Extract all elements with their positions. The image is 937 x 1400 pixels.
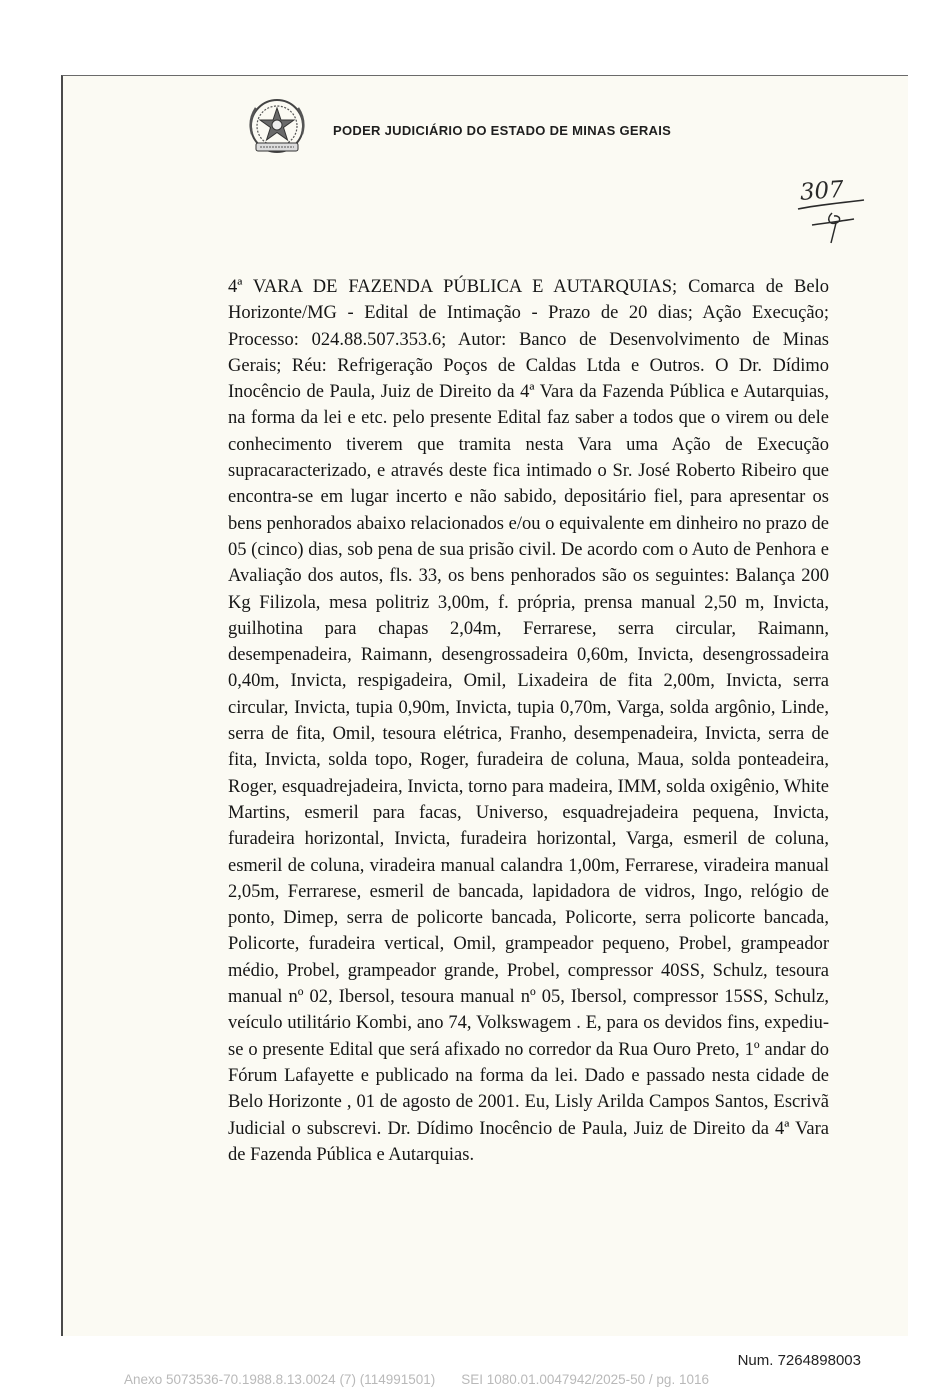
page-number-annotation: 307 [799,176,845,206]
footer-sei-reference: SEI 1080.01.0047942/2025-50 / pg. 1016 [461,1372,709,1387]
coat-of-arms-icon [244,96,310,158]
edital-body-text: 4ª VARA DE FAZENDA PÚBLICA E AUTARQUIAS; Comarca de Belo Horizonte/MG - Edital de Intimação - Prazo de 20 dias; Ação Execução; Processo: 024.88.507.353.6; Autor: Banco de Desenvolvimento de Minas Gerais; Réu: Refrigeração Poços de Caldas Ltda e Outros. O Dr. Dídimo Inocêncio de Paula, Juiz de Direito da 4ª Vara da Fazenda Pública e Autarquias, na forma da lei e etc. pelo presente Edital faz saber a todos que o virem ou dele conhecimento tiverem que tramita nesta Vara uma Ação de Execução supracaracterizado, e através deste fica intimado o Sr. José Roberto Ribeiro que encontra-se em lugar incerto e não sabido, depositário fiel, para apresentar os bens penhorados abaixo relacionados e/ou o equivalente em dinheiro no prazo de 05 (cinco) dias, sob pena de sua prisão civil. De acordo com o Auto de Penhora e Avaliação dos autos, fls. 33, os bens penhorados são os seguintes: Balança 200 Kg Filizola, mesa politriz 3,00m, f. própria, prensa manual 2,50 m, Invicta, guilhotina para chapas 2,04m, Ferrarese, serra circular, Raimann, desempenadeira, Raimann, desengrossadeira 0,60m, Invicta, desengrossadeira 0,40m, Invicta, respigadeira, Omil, Lixadeira de fita 2,00m, Invicta, serra circular, Invicta, tupia 0,90m, Invicta, tupia 0,70m, Varga, solda argônio, Linde, serra de fita, Omil, tesoura elétrica, Franho, desempenadeira, Invicta, serra de fita, Invicta, solda topo, Roger, furadeira de coluna, Maua, solda ponteadeira, Roger, esquadrejadeira, Invicta, torno para madeira, IMM, solda oxigênio, White Martins, esmeril para facas, Universo, esquadrejadeira pequena, Invicta, furadeira horizontal, Invicta, furadeira horizontal, Varga, esmeril de coluna, esmeril de coluna, viradeira manual calandra 1,00m, Ferrarese, viradeira manual 2,05m, Ferrarese, esmeril de bancada, lapidadora de vidros, Ingo, relógio de ponto, Dimep, serra de policorte bancada, Policorte, serra policorte bancada, Policorte, furadeira vertical, Omil, grampeador pequeno, Probel, grampeador médio, Probel, grampeador grande, Probel, compressor 40SS, Schulz, tesoura manual nº 02, Ibersol, tesoura manual nº 05, Ibersol, compressor 15SS, Schulz, veículo utilitário Kombi, ano 74, Volkswagem . E, para os devidos fins, expediu-se o presente Edital que será afixado no corredor da Rua Ouro Preto, 1º andar do Fórum Lafayette e publicado na forma da lei. Dado e passado nesta cidade de Belo Horizonte , 01 de agosto de 2001. Eu, Lisly Arilda Campos Santos, Escrivã Judicial o subscrevi. Dr. Dídimo Inocêncio de Paula, Juiz de Direito da 4ª Vara de Fazenda Pública e Autarquias. [228,277,829,1165]
footer-annex-reference: Anexo 5073536-70.1988.8.13.0024 (7) (114991501) [124,1372,436,1387]
handwritten-page-number [792,173,872,248]
footer-reference [124,1372,709,1387]
page-header-title: PODER JUDICIÁRIO DO ESTADO DE MINAS GERAIS [333,123,672,138]
document-number-stamp: Num. 7264898003 [737,1352,861,1369]
